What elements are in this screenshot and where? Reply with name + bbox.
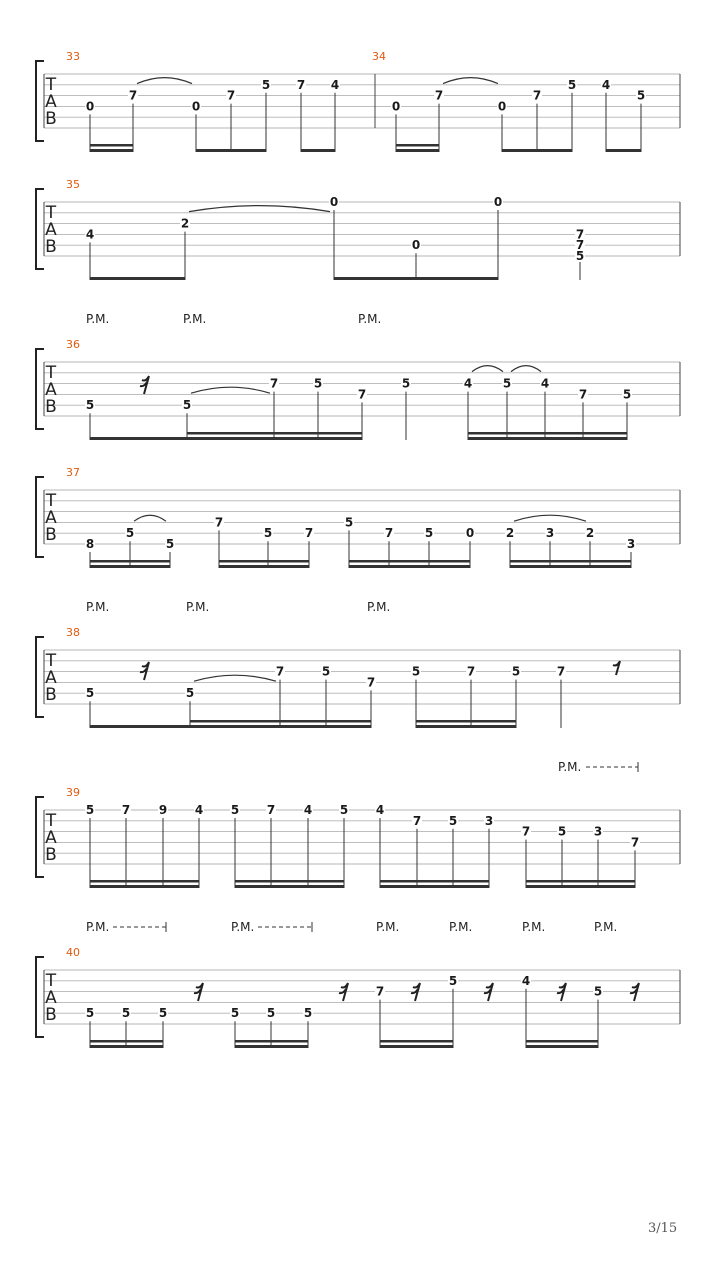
palm-mute-label: P.M. [367,600,391,614]
fret-number: 7 [384,526,394,541]
palm-mute-label: P.M. [183,312,207,326]
fret-number: 7 [575,227,585,242]
tab-clef-letter: B [45,237,57,257]
beam-secondary [349,560,470,563]
fret-number: 4 [601,77,611,92]
beam-secondary [526,1040,598,1043]
fret-number: 7 [296,77,306,92]
fret-number: 5 [158,1006,168,1021]
palm-mute-label: P.M. [86,312,110,326]
beam-secondary [526,880,635,883]
palm-mute-label: P.M. [186,600,210,614]
fret-number: 7 [575,238,585,253]
fret-number: 5 [321,664,331,679]
tab-system [36,797,680,888]
palm-mute-label: P.M. [376,920,400,934]
fret-number: 0 [191,99,201,114]
system-bracket [36,637,44,717]
beam [90,565,170,568]
beam [190,725,371,728]
measure-number: 40 [66,946,80,959]
tab-clef-letter: T [45,203,57,223]
beam [301,149,335,152]
fret-number: 7 [128,88,138,103]
beam-secondary [90,144,133,147]
palm-mute-label: P.M. [86,920,110,934]
beam-secondary [235,880,344,883]
fret-number: 5 [593,984,603,999]
fret-number: 5 [448,813,458,828]
fret-number: 5 [401,376,411,391]
tie-arc [443,78,498,84]
tab-clef-letter: B [45,1005,57,1025]
fret-number: 3 [484,813,494,828]
beam [90,885,199,888]
palm-mute-label: P.M. [86,600,110,614]
fret-number: 5 [575,249,585,263]
beam [90,725,190,728]
beam [90,277,185,280]
fret-number: 5 [424,526,434,541]
fret-number: 3 [545,526,555,541]
fret-number: 7 [266,803,276,817]
fret-number: 9 [158,803,168,817]
palm-mute-label: P.M. [231,920,255,934]
palm-mute-label: P.M. [594,920,618,934]
fret-number: 5 [125,526,135,541]
fret-number: 0 [411,238,421,253]
fret-number: 5 [230,803,240,817]
fret-number: 7 [578,387,588,402]
tab-clef-letter: T [45,491,57,511]
fret-number: 5 [230,1006,240,1021]
tab-clef-letter: A [45,508,57,528]
beam [468,437,627,440]
fret-number: 7 [357,387,367,402]
fret-number: 4 [330,77,340,92]
system-bracket [36,477,44,557]
fret-number: 5 [567,77,577,92]
fret-number: 5 [261,77,271,92]
tab-clef-letter: T [45,971,57,991]
tab-clef-letter: A [45,380,57,400]
beam-secondary [219,560,309,563]
fret-number: 2 [180,216,190,231]
beam [349,565,470,568]
tab-system [36,637,680,728]
tie-arc [191,387,270,393]
fret-number: 5 [344,515,354,530]
fret-number: 4 [85,227,95,242]
beam-secondary [187,432,362,435]
fret-number: 7 [434,88,444,103]
tie-arc [134,515,166,521]
beam [537,149,572,152]
tab-clef-letter: A [45,988,57,1008]
tie-arc [514,515,586,521]
beam [606,149,641,152]
fret-number: 4 [194,803,204,817]
beam [526,885,635,888]
beam [231,149,266,152]
beam-secondary [190,720,371,723]
tab-clef-letter: T [45,651,57,671]
fret-number: 4 [375,803,385,817]
tab-clef-letter: A [45,92,57,112]
fret-number: 5 [411,664,421,679]
fret-number: 7 [275,664,285,679]
beam-secondary [380,1040,453,1043]
fret-number: 5 [85,398,95,413]
fret-number: 7 [304,526,314,541]
palm-mute-label: P.M. [522,920,546,934]
beam [416,725,516,728]
measure-number: 37 [66,466,80,479]
tab-clef-letter: B [45,109,57,129]
fret-number: 7 [466,664,476,679]
beam [219,565,309,568]
fret-number: 7 [521,824,531,839]
fret-number: 2 [585,526,595,541]
system-bracket [36,189,44,269]
fret-number: 5 [511,664,521,679]
fret-number: 7 [412,813,422,828]
fret-number: 7 [121,803,131,817]
beam-secondary [468,432,627,435]
tab-clef-letter: T [45,363,57,383]
measure-number: 34 [372,50,386,63]
palm-mute-label: P.M. [558,760,582,774]
tie-arc [137,78,192,84]
fret-number: 7 [269,376,279,391]
fret-number: 5 [303,1006,313,1021]
fret-number: 5 [85,1006,95,1021]
fret-number: 0 [493,195,503,209]
palm-mute-label: P.M. [449,920,473,934]
fret-number: 3 [593,824,603,839]
beam [334,277,416,280]
measure-number: 39 [66,786,80,799]
fret-number: 4 [521,973,531,988]
page-number: 3/15 [648,1221,678,1236]
beam [380,1045,453,1048]
tab-clef-letter: A [45,828,57,848]
beam [526,1045,598,1048]
fret-number: 5 [165,537,175,551]
beam-secondary [235,1040,308,1043]
fret-number: 5 [448,973,458,988]
beam [510,565,631,568]
fret-number: 5 [85,803,95,817]
rest-symbol [140,662,149,680]
system-bracket [36,349,44,429]
beam [502,149,537,152]
fret-number: 0 [391,99,401,114]
tie-arc [189,206,330,212]
tab-clef-letter: B [45,685,57,705]
fret-number: 4 [540,376,550,391]
tab-clef-letter: T [45,75,57,95]
fret-number: 5 [622,387,632,402]
tab-clef-letter: A [45,220,57,240]
beam [90,1045,163,1048]
fret-number: 5 [502,376,512,391]
fret-number: 5 [263,526,273,541]
fret-number: 5 [121,1006,131,1021]
measure-number: 33 [66,50,80,63]
fret-number: 5 [313,376,323,391]
fret-number: 5 [185,686,195,701]
fret-number: 0 [497,99,507,114]
fret-number: 7 [214,515,224,530]
beam-secondary [416,720,516,723]
beam [196,149,231,152]
measure-number: 38 [66,626,80,639]
beam-secondary [380,880,489,883]
tab-system [36,957,680,1048]
fret-number: 5 [636,88,646,103]
beam [416,277,498,280]
fret-number: 5 [85,686,95,701]
tab-clef-letter: B [45,525,57,545]
palm-mute-label: P.M. [358,312,382,326]
fret-number: 8 [85,537,95,551]
beam [380,885,489,888]
measure-number: 35 [66,178,80,191]
beam-secondary [90,1040,163,1043]
fret-number: 7 [375,984,385,999]
tab-system [36,477,680,568]
fret-number: 0 [85,99,95,114]
tie-arc [511,366,541,372]
fret-number: 5 [557,824,567,839]
beam-secondary [90,560,170,563]
fret-number: 3 [626,537,636,551]
beam [187,437,362,440]
beam [396,149,439,152]
tab-clef-letter: B [45,845,57,865]
fret-number: 2 [505,526,515,541]
beam-secondary [90,880,199,883]
fret-number: 5 [182,398,192,413]
fret-number: 5 [339,803,349,817]
fret-number: 7 [556,664,566,679]
rest-symbol [140,376,149,394]
fret-number: 7 [532,88,542,103]
tab-clef-letter: T [45,811,57,831]
system-bracket [36,61,44,141]
rest-symbol [613,661,620,675]
tie-arc [194,675,276,681]
tab-clef-letter: A [45,668,57,688]
system-bracket [36,957,44,1037]
measure-number: 36 [66,338,80,351]
tab-clef-letter: B [45,397,57,417]
beam [235,885,344,888]
fret-number: 7 [226,88,236,103]
fret-number: 0 [465,526,475,541]
system-bracket [36,797,44,877]
beam [90,437,187,440]
beam-secondary [396,144,439,147]
tab-system [36,61,680,152]
beam [90,149,133,152]
fret-number: 5 [266,1006,276,1021]
beam [235,1045,308,1048]
fret-number: 4 [463,376,473,391]
fret-number: 0 [329,195,339,209]
fret-number: 7 [630,835,640,850]
tie-arc [472,366,503,372]
fret-number: 7 [366,675,376,690]
fret-number: 4 [303,803,313,817]
beam-secondary [510,560,631,563]
